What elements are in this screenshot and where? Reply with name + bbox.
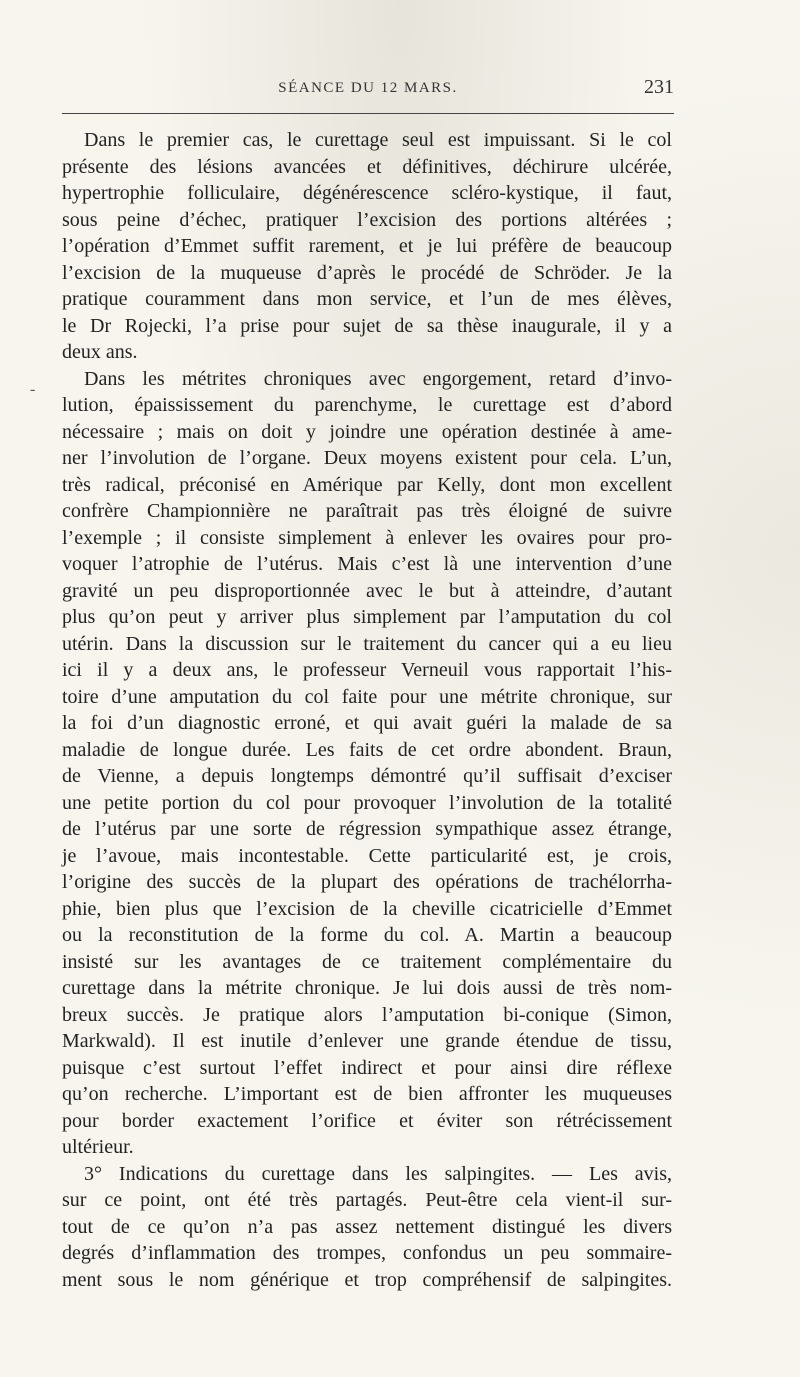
text-line: la foi d’un diagnostic erroné, et qui avait guéri la malade de sa (62, 712, 672, 734)
text-line: gravité un peu disproportionnée avec le but à atteindre, d’autant (62, 579, 672, 602)
text-line: l’exemple ; il consiste simplement à enlever les ovaires pour pro- (62, 526, 672, 549)
text-line: voquer l’atrophie de l’utérus. Mais c’est là une intervention d’une (62, 553, 672, 575)
text-line: sur ce point, ont été très partagés. Peut-être cela vient-il sur- (62, 1189, 672, 1211)
text-line: breux succès. Je pratique alors l’amputation bi-conique (Simon, (62, 1003, 672, 1026)
text-line: l’opération d’Emmet suffit rarement, et je lui préfère de beaucoup (62, 235, 672, 257)
text-line: sous peine d’échec, pratiquer l’excision des portions altérées ; (62, 208, 672, 231)
text-line: tout de ce qu’on n’a pas assez nettement distingué les divers (62, 1215, 672, 1238)
text-line: ner l’involution de l’organe. Deux moyens existent pour cela. L’un, (62, 447, 672, 469)
text-line: lution, épaississement du parenchyme, le curettage est d’abord (62, 394, 672, 416)
text-line: maladie de longue durée. Les faits de cet ordre abondent. Braun, (62, 738, 672, 761)
text-line: degrés d’inflammation des trompes, confondus un peu sommaire- (62, 1242, 672, 1264)
page-header (62, 76, 674, 102)
text-line: plus qu’on peut y arriver plus simplement par l’amputation du col (62, 606, 672, 628)
text-line: confrère Championnière ne paraîtrait pas très éloigné de suivre (62, 500, 672, 522)
text-line: pour border exactement l’orifice et éviter son rétrécissement (62, 1109, 672, 1132)
text-line: phie, bien plus que l’excision de la cheville cicatricielle d’Emmet (62, 897, 672, 920)
text-line: je l’avoue, mais incontestable. Cette particularité est, je crois, (62, 844, 672, 867)
text-line: présente des lésions avancées et définitives, déchirure ulcérée, (62, 155, 672, 178)
text-line: l’origine des succès de la plupart des opérations de trachélorrha- (62, 871, 672, 893)
text-line: ici il y a deux ans, le professeur Verneuil vous rapportait l’his- (62, 659, 672, 681)
text-line: ultérieur. (62, 1136, 134, 1158)
text-line: très radical, préconisé en Amérique par Kelly, dont mon excellent (62, 473, 672, 496)
text-line: insisté sur les avantages de ce traitement complémentaire du (62, 950, 672, 973)
text-line: pratique couramment dans mon service, et l’un de mes élèves, (62, 288, 672, 310)
margin-mark: - (30, 381, 36, 398)
text-line: utérin. Dans la discussion sur le traitement du cancer qui a eu lieu (62, 632, 672, 655)
text-line: l’excision de la muqueuse d’après le procédé de Schröder. Je la (62, 261, 672, 284)
text-line: Markwald). Il est inutile d’enlever une grande étendue de tissu, (62, 1030, 672, 1052)
running-head: SÉANCE DU 12 MARS. (278, 80, 458, 96)
text-line: Dans le premier cas, le curettage seul est impuissant. Si le col (84, 129, 672, 151)
text-line: une petite portion du col pour provoquer l’involution de la totalité (62, 791, 672, 814)
text-line: 3° Indications du curettage dans les salpingites. — Les avis, (84, 1162, 672, 1185)
text-line: deux ans. (62, 341, 138, 363)
text-line: de Vienne, a depuis longtemps démontré qu’il suffisait d’exciser (62, 765, 672, 787)
header-rule (62, 113, 674, 114)
text-line: ment sous le nom générique et trop compréhensif de salpingites. (62, 1268, 672, 1291)
text-line: de l’utérus par une sorte de régression sympathique assez étrange, (62, 818, 672, 840)
text-line: toire d’une amputation du col faite pour une métrite chronique, sur (62, 685, 672, 708)
text-line: curettage dans la métrite chronique. Je lui dois aussi de très nom- (62, 977, 672, 999)
page-number: 231 (644, 76, 674, 98)
text-line: nécessaire ; mais on doit y joindre une opération destinée à ame- (62, 420, 672, 443)
body-text (62, 127, 672, 1293)
text-line: qu’on recherche. L’important est de bien affronter les muqueuses (62, 1083, 672, 1105)
text-line: hypertrophie folliculaire, dégénérescence scléro-kystique, il faut, (62, 182, 672, 204)
text-line: le Dr Rojecki, l’a prise pour sujet de sa thèse inaugurale, il y a (62, 314, 672, 337)
text-line: ou la reconstitution de la forme du col. A. Martin a beaucoup (62, 924, 672, 946)
text-line: Dans les métrites chroniques avec engorgement, retard d’invo- (84, 367, 672, 390)
text-line: puisque c’est surtout l’effet indirect et pour ainsi dire réflexe (62, 1056, 672, 1079)
